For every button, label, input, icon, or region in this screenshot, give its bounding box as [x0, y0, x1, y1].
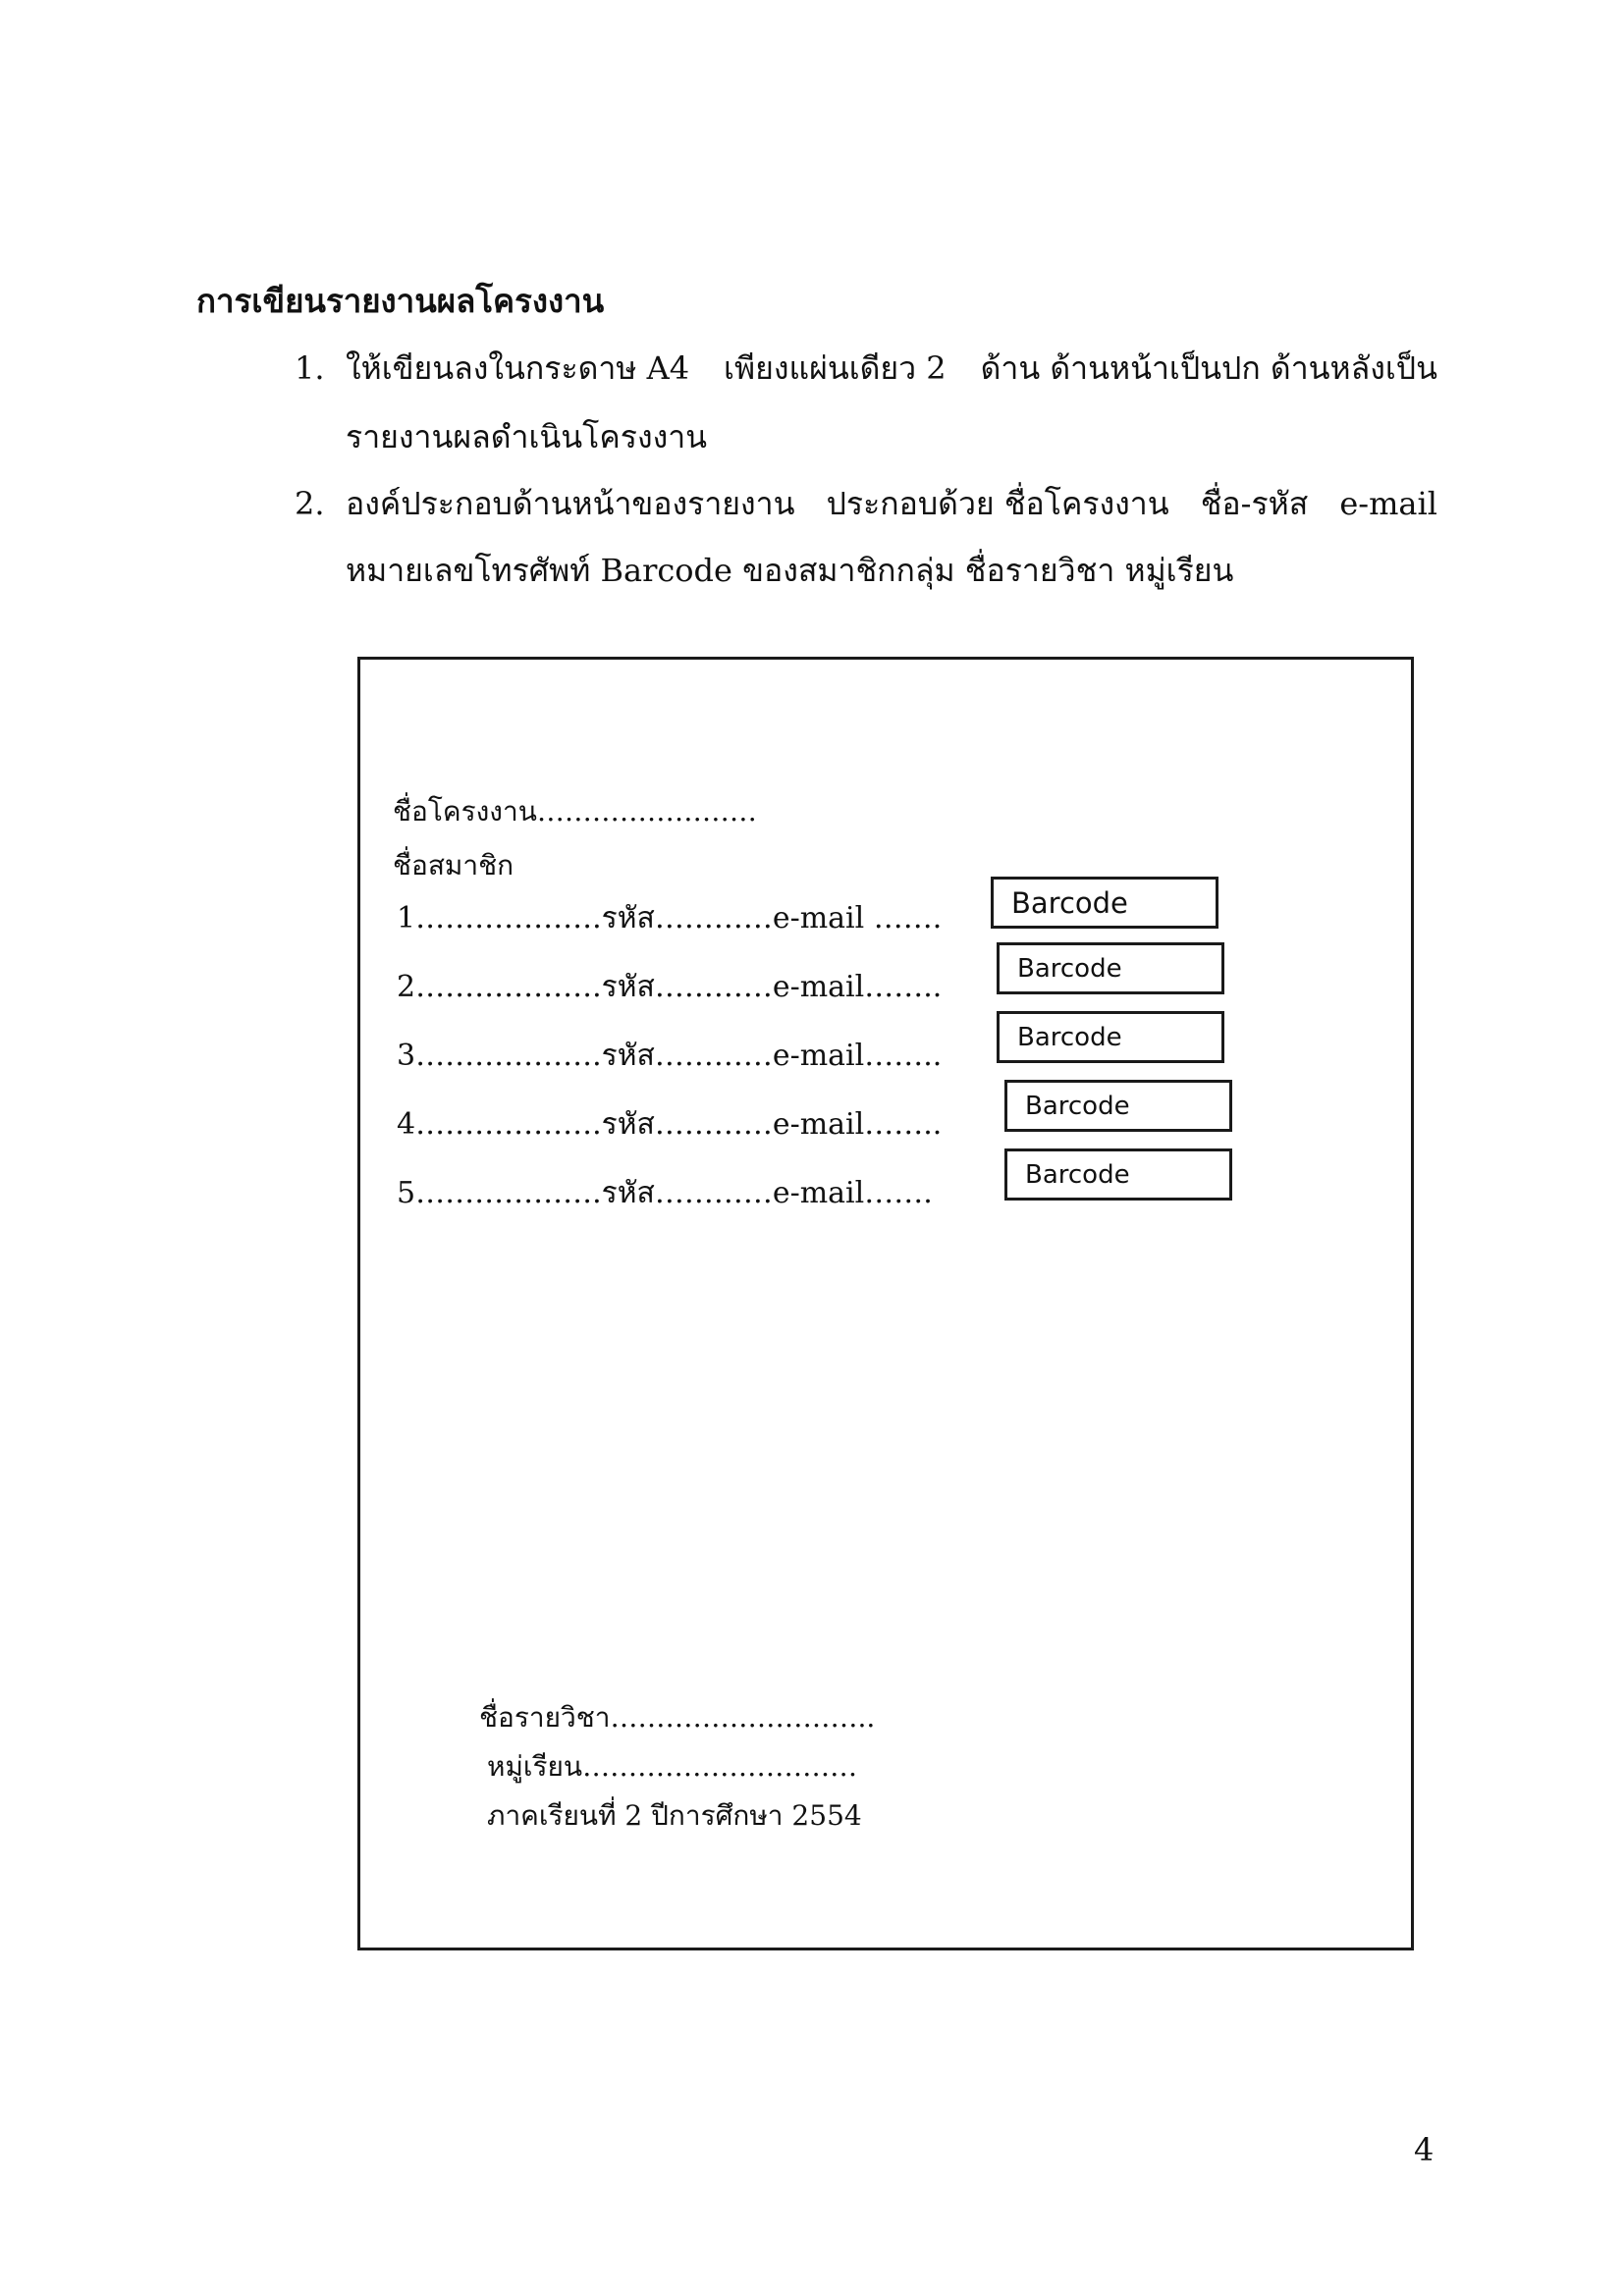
member-line-4: 4……………….รหัส…………e-mail……..	[397, 1107, 943, 1142]
list-item-2-line-1	[346, 479, 1437, 528]
list-item-2-part-2: ประกอบด้วย ชื่อโครงงาน	[826, 485, 1169, 522]
list-item-1-line-2: รายงานผลดำเนินโครงงาน	[346, 418, 708, 455]
list-item-1-part-3: ด้าน ด้านหน้าเป็นปก ด้านหลังเป็น	[980, 349, 1437, 387]
barcode-box-4: Barcode	[1004, 1080, 1232, 1132]
section-line: หมู่เรียน…………………………	[487, 1750, 858, 1783]
list-item-1-part-1: ให้เขียนลงในกระดาษ A4	[346, 349, 690, 387]
member-line-3: 3……………….รหัส…………e-mail……..	[397, 1039, 943, 1073]
members-label: ชื่อสมาชิก	[393, 849, 514, 881]
semester-line: ภาคเรียนที่ 2 ปีการศึกษา 2554	[487, 1799, 862, 1832]
barcode-box-5: Barcode	[1004, 1148, 1232, 1201]
barcode-box-2: Barcode	[997, 942, 1224, 994]
barcode-box-1: Barcode	[991, 877, 1218, 929]
section-heading: การเขียนรายงานผลโครงงาน	[196, 282, 605, 320]
member-line-1: 1……………….รหัส…………e-mail …….	[397, 901, 943, 935]
member-line-5: 5……………….รหัส…………e-mail…….	[397, 1176, 933, 1210]
list-item-2-part-3: ชื่อ-รหัส	[1200, 485, 1309, 522]
list-item-2-part-4: e-mail	[1339, 485, 1437, 522]
list-item-1-line-1	[346, 344, 1437, 393]
page-number: 4	[1414, 2131, 1435, 2168]
course-name-line: ชื่อรายวิชา………………………..	[479, 1701, 876, 1734]
list-item-number-1: 1.	[295, 349, 325, 387]
list-item-number-2: 2.	[295, 485, 325, 522]
list-item-1-part-2: เพียงแผ่นเดียว 2	[724, 349, 947, 387]
list-item-2-part-1: องค์ประกอบด้านหน้าของรายงาน	[346, 485, 795, 522]
list-item-2-line-2: หมายเลขโทรศัพท์ Barcode ของสมาชิกกลุ่ม ชื่อรายวิชา หมู่เรียน	[346, 552, 1234, 589]
project-name-line: ชื่อโครงงาน……………………	[393, 795, 757, 828]
member-line-2: 2……………….รหัส…………e-mail……..	[397, 970, 943, 1004]
barcode-box-3: Barcode	[997, 1011, 1224, 1063]
